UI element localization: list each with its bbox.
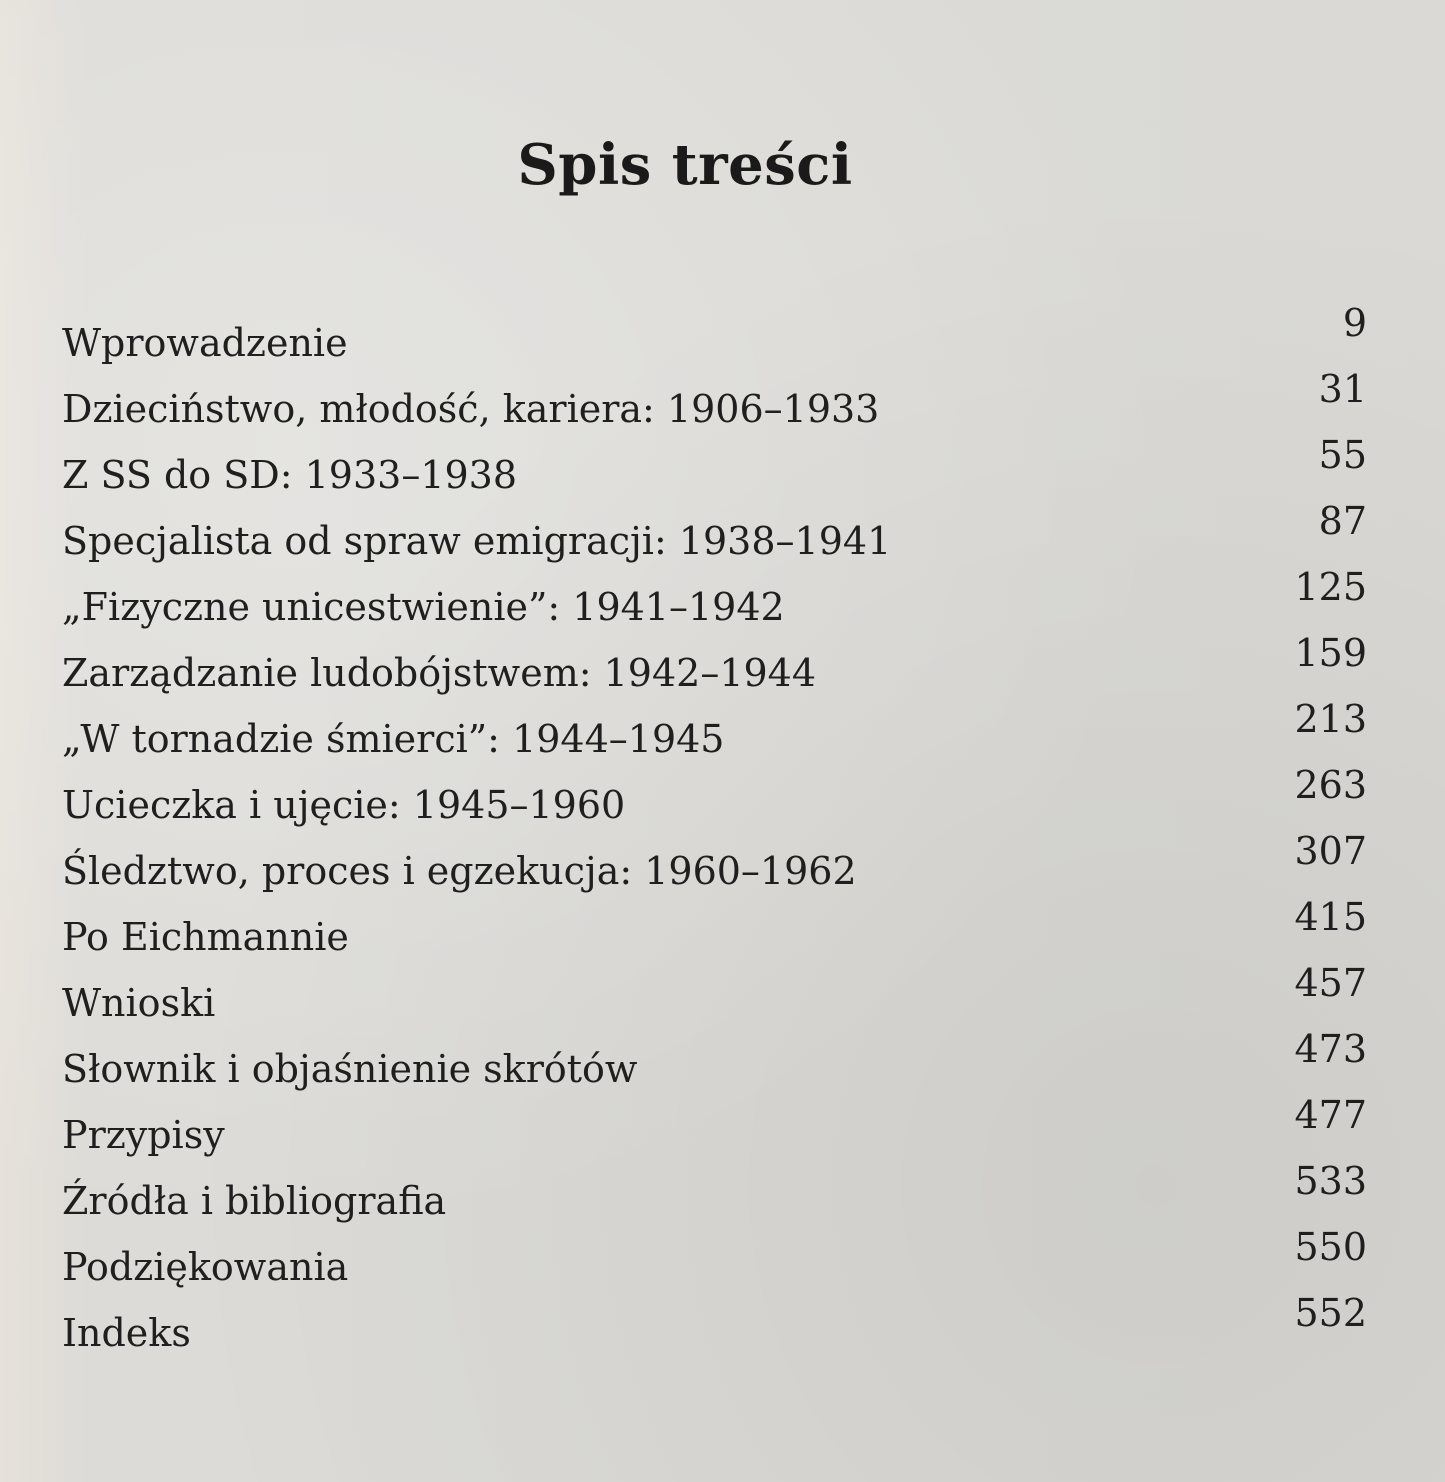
toc-entry-page-number: 307 (1294, 829, 1367, 873)
toc-entry-tornado-of-death (62, 686, 1367, 761)
toc-entry-physical-annihilation (62, 554, 1367, 629)
toc-entry-notes (62, 1082, 1367, 1157)
toc-entry-page-number: 9 (1342, 301, 1367, 345)
toc-entry-label: Po Eichmannie (62, 915, 349, 959)
toc-entry-index (62, 1280, 1367, 1355)
table-of-contents (62, 290, 1367, 1355)
toc-entry-emigration-specialist (62, 488, 1367, 563)
toc-entry-page-number: 533 (1294, 1159, 1367, 1203)
toc-entry-page-number: 213 (1294, 697, 1367, 741)
toc-entry-label: Z SS do SD: 1933–1938 (62, 453, 518, 497)
toc-entry-childhood (62, 356, 1367, 431)
toc-entry-page-number: 87 (1318, 499, 1367, 543)
toc-entry-label: Podziękowania (62, 1245, 349, 1289)
toc-entry-page-number: 125 (1294, 565, 1367, 609)
toc-entry-page-number: 415 (1294, 895, 1367, 939)
toc-entry-label: Ucieczka i ujęcie: 1945–1960 (62, 783, 626, 827)
toc-entry-label: Wprowadzenie (62, 321, 348, 365)
toc-entry-glossary (62, 1016, 1367, 1091)
toc-entry-page-number: 477 (1294, 1093, 1367, 1137)
toc-entry-sources-bibliography (62, 1148, 1367, 1223)
toc-entry-page-number: 159 (1294, 631, 1367, 675)
toc-entry-introduction (62, 290, 1367, 365)
toc-entry-label: Specjalista od spraw emigracji: 1938–1941 (62, 519, 892, 563)
toc-entry-acknowledgements (62, 1214, 1367, 1289)
toc-entry-page-number: 552 (1294, 1291, 1367, 1335)
toc-entry-page-number: 55 (1318, 433, 1367, 477)
toc-entry-escape-and-capture (62, 752, 1367, 827)
toc-entry-label: Przypisy (62, 1113, 225, 1157)
toc-entry-ss-to-sd (62, 422, 1367, 497)
toc-entry-label: Dzieciństwo, młodość, kariera: 1906–1933 (62, 387, 880, 431)
toc-entry-managing-genocide (62, 620, 1367, 695)
toc-entry-label: Indeks (62, 1311, 191, 1355)
toc-entry-label: Śledztwo, proces i egzekucja: 1960–1962 (62, 849, 857, 893)
toc-entry-label: Wnioski (62, 981, 216, 1025)
toc-entry-label: Zarządzanie ludobójstwem: 1942–1944 (62, 651, 817, 695)
toc-entry-investigation-trial (62, 818, 1367, 893)
toc-entry-label: Źródła i bibliografia (62, 1179, 447, 1223)
toc-entry-label: „Fizyczne unicestwienie”: 1941–1942 (62, 585, 785, 629)
toc-entry-after-eichmann (62, 884, 1367, 959)
toc-entry-page-number: 550 (1294, 1225, 1367, 1269)
toc-entry-page-number: 31 (1318, 367, 1367, 411)
toc-entry-page-number: 263 (1294, 763, 1367, 807)
toc-entry-page-number: 457 (1294, 961, 1367, 1005)
toc-entry-label: „W tornadzie śmierci”: 1944–1945 (62, 717, 725, 761)
toc-entry-page-number: 473 (1294, 1027, 1367, 1071)
toc-entry-label: Słownik i objaśnienie skrótów (62, 1047, 638, 1091)
page-title: Spis treści (517, 131, 853, 198)
toc-entry-conclusions (62, 950, 1367, 1025)
